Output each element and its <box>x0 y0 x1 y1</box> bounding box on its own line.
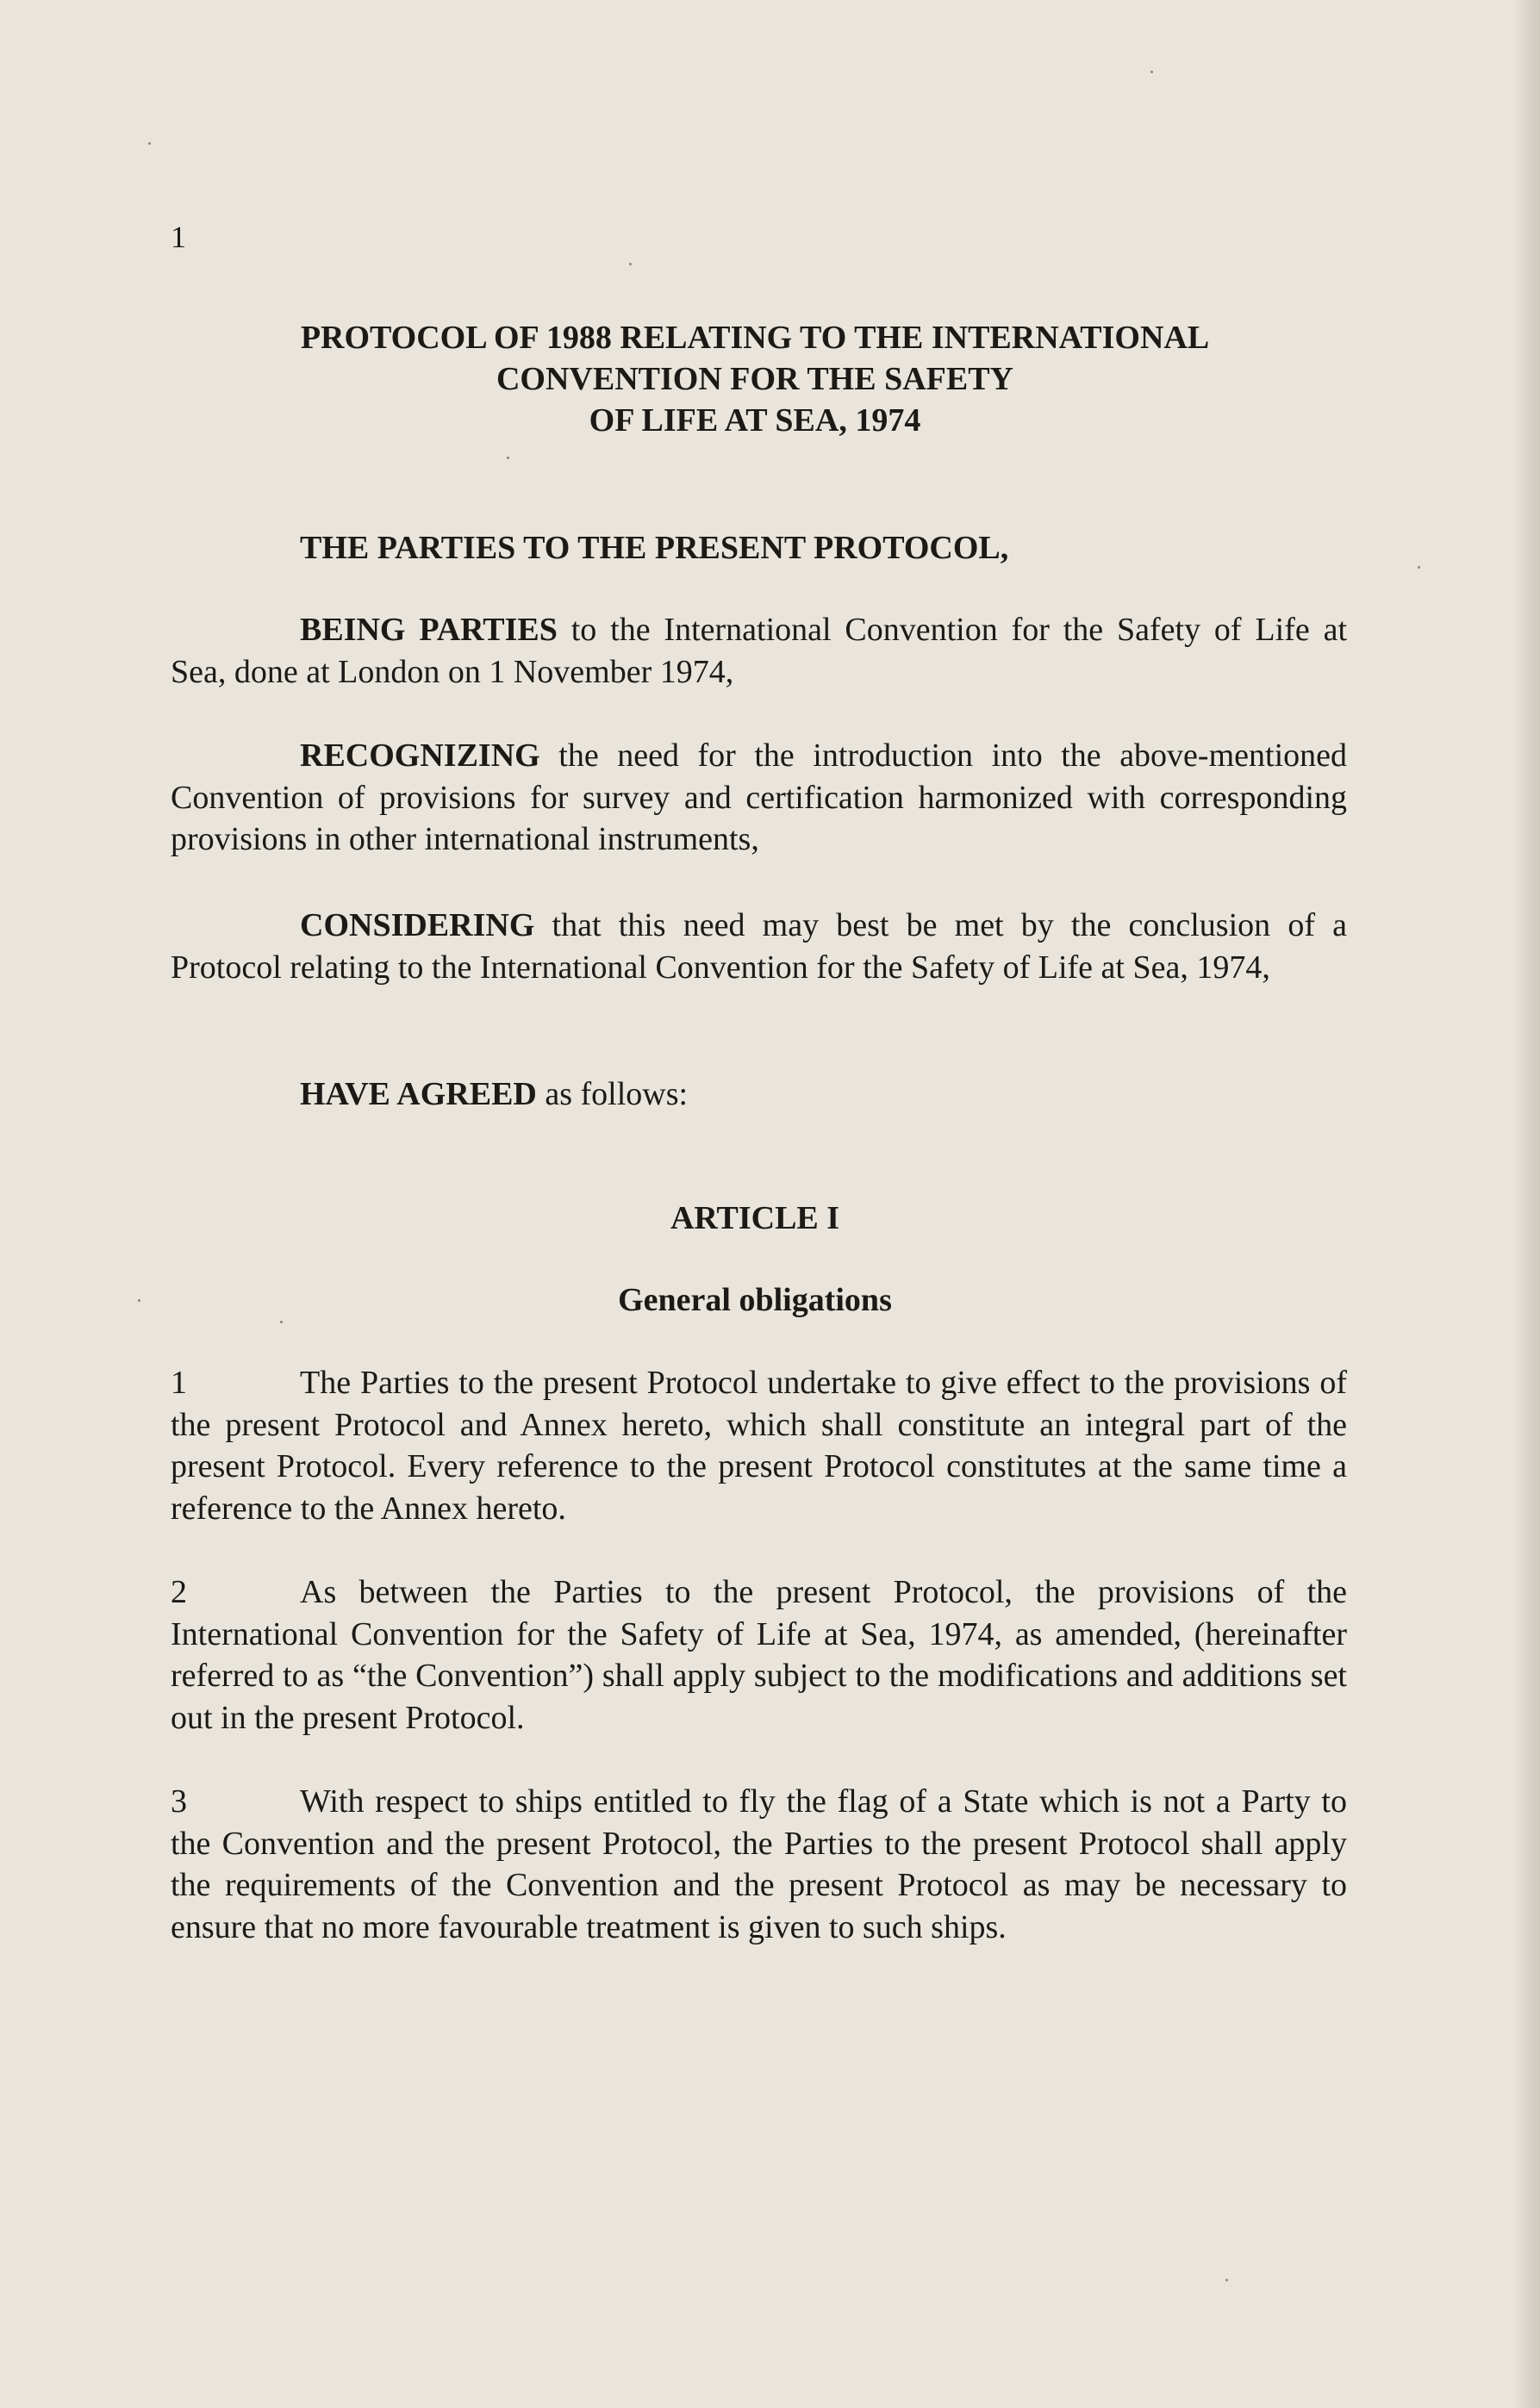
preamble-considering <box>171 905 1347 988</box>
preamble-lead: BEING PARTIES <box>300 612 558 648</box>
paper-speck <box>1418 566 1420 569</box>
paper-speck <box>507 457 509 459</box>
article-paragraph-1 <box>171 1362 1347 1529</box>
preamble-lead: RECOGNIZING <box>300 737 540 774</box>
paragraph-number: 2 <box>171 1574 187 1610</box>
paragraph-text: As between the Parties to the present Protocol, the provisions of the International Convention for the Safety of Life at Sea, 1974, as amended, (hereinafter referred to as “the Convention”) shall apply subject to the modifications and additions set out in the present Protocol. <box>171 1574 1347 1736</box>
paragraph-number: 1 <box>171 1365 187 1401</box>
preamble-text: to the International Convention for the Safety of Life at Sea, done at London on 1 November 1974, <box>171 612 1347 690</box>
title-line-2: CONVENTION FOR THE SAFETY <box>496 361 1013 397</box>
preamble-being-parties <box>171 609 1347 693</box>
document-title <box>0 317 1510 441</box>
page-number: 1 <box>171 220 186 254</box>
preamble-text: as follows: <box>536 1076 689 1112</box>
article-subheading: General obligations <box>618 1282 892 1318</box>
paragraph-number: 3 <box>171 1783 187 1820</box>
preamble-recognizing <box>171 735 1347 861</box>
title-line-3: OF LIFE AT SEA, 1974 <box>589 402 921 439</box>
preamble-have-agreed <box>171 1073 1347 1116</box>
preamble-lead: HAVE AGREED <box>300 1076 537 1112</box>
paper-speck <box>280 1321 283 1323</box>
title-line-1: PROTOCOL OF 1988 RELATING TO THE INTERNATIONAL <box>300 320 1210 356</box>
paper-speck <box>148 142 151 145</box>
article-paragraph-2 <box>171 1571 1347 1739</box>
preamble-text: the need for the introduction into the above-mentioned Convention of provisions for survey and certification harmonized with corresponding provisions in other international instruments, <box>171 737 1347 857</box>
paper-speck <box>138 1299 140 1302</box>
paper-speck <box>629 263 632 265</box>
paragraph-text: With respect to ships entitled to fly the flag of a State which is not a Party to the Convention and the present Protocol, the Parties to the present Protocol shall apply the requirements of the Convention and the present Protocol as may be necessary to ensure that no more favourable treatment is given to such ships. <box>171 1783 1347 1945</box>
article-paragraph-3 <box>171 1781 1347 1948</box>
paper-speck <box>1150 71 1153 73</box>
preamble-lead: CONSIDERING <box>300 907 535 943</box>
article-heading: ARTICLE I <box>670 1200 840 1236</box>
parties-heading: THE PARTIES TO THE PRESENT PROTOCOL, <box>300 530 1009 566</box>
paragraph-text: The Parties to the present Protocol undertake to give effect to the provisions of the present Protocol and Annex hereto, which shall constitute an integral part of the present Protocol. Every reference to the present Protocol constitutes at the same time a reference to the Annex hereto. <box>171 1365 1347 1527</box>
paper-speck <box>1225 2279 1228 2281</box>
preamble-text: that this need may best be met by the conclusion of a Protocol relating to the International Convention for the Safety of Life at Sea, 1974, <box>171 907 1347 986</box>
page-edge-shadow <box>1514 0 1540 2408</box>
